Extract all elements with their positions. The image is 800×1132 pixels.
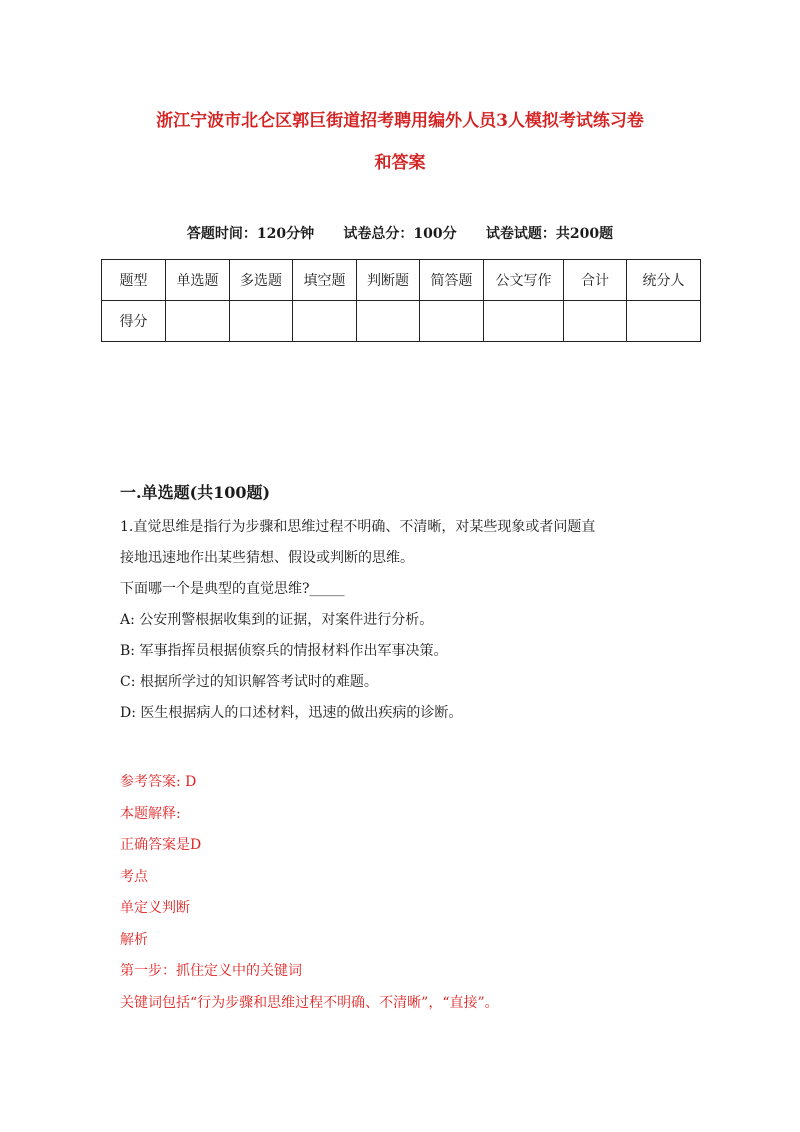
header-cell: 简答题	[420, 260, 484, 301]
reference-answer: 参考答案: D	[120, 774, 197, 790]
score-cell	[484, 301, 564, 342]
analysis-label: 解析	[120, 931, 148, 948]
option-d: D: 医生根据病人的口述材料，迅速的做出疾病的诊断。	[120, 705, 463, 721]
score-cell	[357, 301, 420, 342]
exam-meta	[100, 223, 700, 243]
point-value: 单定义判断	[120, 900, 190, 916]
score-cell	[293, 301, 357, 342]
header-cell: 单选题	[166, 260, 230, 301]
exam-question-count: 试卷试题：共200题	[485, 226, 614, 242]
question-stem: 1.直觉思维是指行为步骤和思维过程不明确、不清晰，对某些现象或者问题直	[120, 519, 596, 535]
option-c: C: 根据所学过的知识解答考试时的难题。	[120, 674, 378, 690]
header-cell: 多选题	[230, 260, 293, 301]
row-label-cell: 得分	[102, 301, 166, 342]
page-title: 浙江宁波市北仑区郭巨街道招考聘用编外人员3人模拟考试练习卷	[156, 111, 644, 131]
header-cell: 公文写作	[484, 260, 564, 301]
score-table-score-row	[102, 301, 701, 342]
score-cell	[564, 301, 627, 342]
analysis-keywords: 关键词包括“行为步骤和思维过程不明确、不清晰”，“直接”。	[120, 994, 499, 1011]
header-cell: 合计	[564, 260, 627, 301]
exam-total-score: 试卷总分：100分	[343, 226, 457, 242]
score-cell	[230, 301, 293, 342]
point-label: 考点	[120, 868, 148, 885]
score-cell	[627, 301, 701, 342]
explanation-label: 本题解释:	[120, 805, 181, 822]
section-title: 一.单选题(共100题)	[120, 483, 271, 502]
answer-block	[120, 767, 499, 1019]
page-title-continued: 和答案	[374, 153, 426, 173]
correct-answer: 正确答案是D	[120, 837, 202, 853]
exam-time: 答题时间：120分钟	[186, 226, 315, 242]
question-stem-continued: 接地迅速地作出某些猜想、假设或判断的思维。	[120, 550, 414, 566]
option-a: A: 公安刑警根据收集到的证据，对案件进行分析。	[120, 612, 434, 628]
score-table	[101, 259, 701, 342]
score-table-header-row	[102, 260, 701, 301]
header-cell: 判断题	[357, 260, 420, 301]
analysis-step-1: 第一步：抓住定义中的关键词	[120, 963, 302, 979]
question-prompt: 下面哪一个是典型的直觉思维?_____	[120, 581, 345, 597]
header-cell: 填空题	[293, 260, 357, 301]
option-b: B: 军事指挥员根据侦察兵的情报材料作出军事决策。	[120, 643, 448, 659]
score-cell	[420, 301, 484, 342]
score-cell	[166, 301, 230, 342]
header-cell: 统分人	[627, 260, 701, 301]
question-block	[120, 512, 595, 729]
header-cell: 题型	[102, 260, 166, 301]
